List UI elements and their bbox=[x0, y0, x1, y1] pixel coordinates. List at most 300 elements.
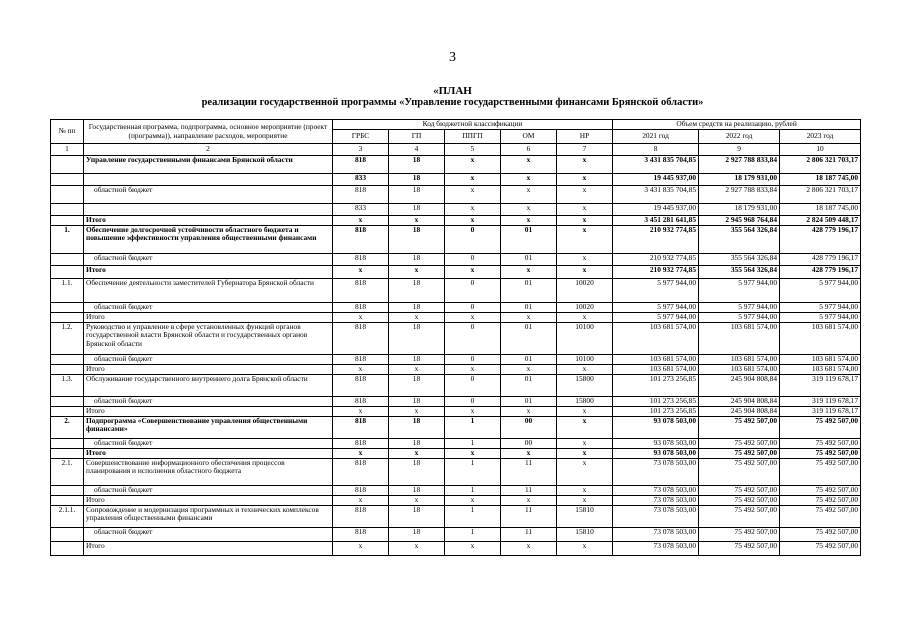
row-number: 2.1.1. bbox=[51, 506, 84, 528]
row-name: областной бюджет bbox=[84, 397, 333, 407]
cell-ppgp: 0 bbox=[445, 226, 501, 254]
page-number: 3 bbox=[449, 50, 456, 65]
cell-np: x bbox=[557, 459, 613, 486]
row-number bbox=[51, 542, 84, 556]
cell-gp: 18 bbox=[389, 204, 445, 216]
row-name: областной бюджет bbox=[84, 486, 333, 496]
cell-2023: 75 492 507,00 bbox=[780, 459, 861, 486]
cell-ppgp: 0 bbox=[445, 323, 501, 355]
row-number bbox=[51, 303, 84, 313]
cell-grbs: 818 bbox=[333, 506, 389, 528]
cell-grbs: 818 bbox=[333, 303, 389, 313]
cell-om: x bbox=[501, 216, 557, 226]
cell-2022: 75 492 507,00 bbox=[699, 528, 780, 542]
table-row bbox=[51, 407, 861, 417]
row-number bbox=[51, 355, 84, 365]
header-num: № пп bbox=[51, 120, 84, 144]
cell-2022: 245 904 808,84 bbox=[699, 397, 780, 407]
cell-grbs: 818 bbox=[333, 254, 389, 266]
cell-2023: 319 119 678,17 bbox=[780, 397, 861, 407]
cell-2022: 103 681 574,00 bbox=[699, 365, 780, 375]
cell-ppgp: x bbox=[445, 266, 501, 279]
table-row bbox=[51, 303, 861, 313]
row-name bbox=[84, 174, 333, 186]
cell-grbs: 818 bbox=[333, 355, 389, 365]
header-2023: 2023 год bbox=[780, 130, 861, 144]
table-row bbox=[51, 156, 861, 174]
cell-np: x bbox=[557, 204, 613, 216]
cell-gp: x bbox=[389, 216, 445, 226]
header-2022: 2022 год bbox=[699, 130, 780, 144]
row-name: Обеспечение долгосрочной устойчивости областного бюджета и повышение эффективности управления общественными финансами bbox=[84, 226, 333, 254]
table-row bbox=[51, 397, 861, 407]
cell-gp: 18 bbox=[389, 417, 445, 439]
cell-ppgp: 0 bbox=[445, 279, 501, 303]
cell-ppgp: x bbox=[445, 216, 501, 226]
index-cell: 6 bbox=[501, 144, 557, 156]
cell-grbs: 818 bbox=[333, 528, 389, 542]
cell-2023: 428 779 196,17 bbox=[780, 226, 861, 254]
cell-om: x bbox=[501, 266, 557, 279]
row-name: Обеспечение деятельности заместителей Губернатора Брянской области bbox=[84, 279, 333, 303]
cell-2023: 5 977 944,00 bbox=[780, 279, 861, 303]
row-number: 1.3. bbox=[51, 375, 84, 397]
cell-2021: 5 977 944,00 bbox=[613, 313, 699, 323]
cell-2022: 18 179 931,00 bbox=[699, 204, 780, 216]
row-number bbox=[51, 449, 84, 459]
cell-ppgp: 0 bbox=[445, 303, 501, 313]
index-cell: 2 bbox=[84, 144, 333, 156]
cell-ppgp: 0 bbox=[445, 355, 501, 365]
row-number bbox=[51, 439, 84, 449]
cell-gp: 18 bbox=[389, 486, 445, 496]
cell-ppgp: 1 bbox=[445, 439, 501, 449]
table-row bbox=[51, 375, 861, 397]
cell-om: 11 bbox=[501, 459, 557, 486]
header-amount-group: Объем средств на реализацию, рублей bbox=[613, 120, 861, 130]
cell-2022: 75 492 507,00 bbox=[699, 439, 780, 449]
cell-ppgp: x bbox=[445, 313, 501, 323]
cell-2023: 75 492 507,00 bbox=[780, 439, 861, 449]
cell-2023: 75 492 507,00 bbox=[780, 486, 861, 496]
column-index-row bbox=[51, 144, 861, 156]
table-row bbox=[51, 216, 861, 226]
cell-om: 00 bbox=[501, 439, 557, 449]
row-name: областной бюджет bbox=[84, 355, 333, 365]
table-row bbox=[51, 226, 861, 254]
row-number bbox=[51, 496, 84, 506]
cell-2023: 2 806 321 703,17 bbox=[780, 186, 861, 204]
cell-om: 00 bbox=[501, 417, 557, 439]
cell-gp: 18 bbox=[389, 279, 445, 303]
cell-gp: x bbox=[389, 407, 445, 417]
cell-ppgp: 1 bbox=[445, 486, 501, 496]
cell-2021: 73 078 503,00 bbox=[613, 496, 699, 506]
cell-2022: 75 492 507,00 bbox=[699, 486, 780, 496]
row-number: 1.2. bbox=[51, 323, 84, 355]
cell-gp: 18 bbox=[389, 439, 445, 449]
cell-2021: 210 932 774,85 bbox=[613, 254, 699, 266]
cell-ppgp: x bbox=[445, 542, 501, 556]
table-body bbox=[51, 156, 861, 556]
cell-2022: 18 179 931,00 bbox=[699, 174, 780, 186]
cell-grbs: 833 bbox=[333, 204, 389, 216]
cell-gp: 18 bbox=[389, 226, 445, 254]
cell-ppgp: 1 bbox=[445, 506, 501, 528]
cell-np: 10020 bbox=[557, 303, 613, 313]
cell-om: 01 bbox=[501, 226, 557, 254]
cell-ppgp: 1 bbox=[445, 459, 501, 486]
cell-2022: 75 492 507,00 bbox=[699, 449, 780, 459]
cell-gp: x bbox=[389, 542, 445, 556]
cell-2021: 3 451 281 641,85 bbox=[613, 216, 699, 226]
cell-2023: 103 681 574,00 bbox=[780, 323, 861, 355]
row-name: Итого bbox=[84, 216, 333, 226]
index-cell: 1 bbox=[51, 144, 84, 156]
header-code-group: Код бюджетной классификации bbox=[333, 120, 613, 130]
cell-grbs: 818 bbox=[333, 226, 389, 254]
cell-np: 15810 bbox=[557, 506, 613, 528]
cell-2021: 103 681 574,00 bbox=[613, 355, 699, 365]
row-name: Совершенствование информационного обеспечения процессов планирования и исполнения областного бюджета bbox=[84, 459, 333, 486]
row-name: Руководство и управление в сфере установленных функций органов государственной власти Брянской области и государственных органов Брянской области bbox=[84, 323, 333, 355]
row-name: Итого bbox=[84, 407, 333, 417]
cell-gp: 18 bbox=[389, 323, 445, 355]
cell-np: x bbox=[557, 486, 613, 496]
row-name: Итого bbox=[84, 449, 333, 459]
row-number bbox=[51, 313, 84, 323]
row-number: 2.1. bbox=[51, 459, 84, 486]
cell-gp: x bbox=[389, 313, 445, 323]
cell-np: x bbox=[557, 174, 613, 186]
cell-2023: 18 187 745,00 bbox=[780, 174, 861, 186]
cell-grbs: 833 bbox=[333, 174, 389, 186]
cell-2021: 19 445 937,00 bbox=[613, 204, 699, 216]
cell-np: x bbox=[557, 254, 613, 266]
table-row bbox=[51, 254, 861, 266]
cell-np: 10100 bbox=[557, 355, 613, 365]
cell-2023: 103 681 574,00 bbox=[780, 355, 861, 365]
cell-ppgp: 0 bbox=[445, 397, 501, 407]
cell-om: 01 bbox=[501, 279, 557, 303]
cell-grbs: 818 bbox=[333, 375, 389, 397]
row-number bbox=[51, 254, 84, 266]
cell-np: x bbox=[557, 417, 613, 439]
cell-2021: 19 445 937,00 bbox=[613, 174, 699, 186]
cell-gp: 18 bbox=[389, 397, 445, 407]
cell-2023: 75 492 507,00 bbox=[780, 542, 861, 556]
cell-2021: 93 078 503,00 bbox=[613, 439, 699, 449]
cell-np: x bbox=[557, 449, 613, 459]
header-grbs: ГРБС bbox=[333, 130, 389, 144]
row-name: Подпрограмма «Совершенствование управления общественными финансами» bbox=[84, 417, 333, 439]
row-name: Итого bbox=[84, 365, 333, 375]
cell-gp: 18 bbox=[389, 186, 445, 204]
table-row bbox=[51, 204, 861, 216]
row-name: Итого bbox=[84, 542, 333, 556]
cell-om: x bbox=[501, 186, 557, 204]
cell-2021: 103 681 574,00 bbox=[613, 323, 699, 355]
cell-2022: 2 927 788 833,84 bbox=[699, 156, 780, 174]
table-row bbox=[51, 186, 861, 204]
document-subtitle: реализации государственной программы «Управление государственными финансами Брянской области» bbox=[201, 97, 704, 108]
cell-np: x bbox=[557, 496, 613, 506]
table-row bbox=[51, 528, 861, 542]
cell-2023: 5 977 944,00 bbox=[780, 313, 861, 323]
row-number: 1.1. bbox=[51, 279, 84, 303]
cell-grbs: 818 bbox=[333, 417, 389, 439]
cell-2022: 103 681 574,00 bbox=[699, 323, 780, 355]
cell-2022: 103 681 574,00 bbox=[699, 355, 780, 365]
table-row bbox=[51, 174, 861, 186]
cell-2021: 93 078 503,00 bbox=[613, 449, 699, 459]
cell-2023: 75 492 507,00 bbox=[780, 506, 861, 528]
cell-2021: 73 078 503,00 bbox=[613, 528, 699, 542]
index-cell: 9 bbox=[699, 144, 780, 156]
index-cell: 4 bbox=[389, 144, 445, 156]
cell-2021: 93 078 503,00 bbox=[613, 417, 699, 439]
row-number bbox=[51, 216, 84, 226]
row-number bbox=[51, 407, 84, 417]
row-number: 1. bbox=[51, 226, 84, 254]
cell-gp: x bbox=[389, 266, 445, 279]
cell-np: x bbox=[557, 542, 613, 556]
cell-om: 01 bbox=[501, 375, 557, 397]
cell-om: x bbox=[501, 449, 557, 459]
cell-2023: 75 492 507,00 bbox=[780, 528, 861, 542]
table-row bbox=[51, 313, 861, 323]
table-row bbox=[51, 439, 861, 449]
cell-om: x bbox=[501, 542, 557, 556]
cell-2022: 245 904 808,84 bbox=[699, 407, 780, 417]
cell-2023: 2 824 509 448,17 bbox=[780, 216, 861, 226]
header-om: ОМ bbox=[501, 130, 557, 144]
cell-ppgp: 1 bbox=[445, 528, 501, 542]
document-title: «ПЛАН bbox=[433, 85, 472, 97]
table-row bbox=[51, 266, 861, 279]
cell-gp: 18 bbox=[389, 254, 445, 266]
cell-2022: 5 977 944,00 bbox=[699, 303, 780, 313]
cell-2021: 3 431 835 704,85 bbox=[613, 186, 699, 204]
cell-om: 01 bbox=[501, 355, 557, 365]
cell-2021: 73 078 503,00 bbox=[613, 506, 699, 528]
table-row bbox=[51, 323, 861, 355]
cell-grbs: x bbox=[333, 496, 389, 506]
cell-gp: 18 bbox=[389, 303, 445, 313]
cell-ppgp: x bbox=[445, 174, 501, 186]
cell-gp: x bbox=[389, 496, 445, 506]
cell-om: x bbox=[501, 407, 557, 417]
row-number bbox=[51, 397, 84, 407]
cell-ppgp: x bbox=[445, 496, 501, 506]
cell-2022: 5 977 944,00 bbox=[699, 313, 780, 323]
index-cell: 7 bbox=[557, 144, 613, 156]
cell-np: x bbox=[557, 156, 613, 174]
cell-ppgp: x bbox=[445, 204, 501, 216]
cell-2023: 75 492 507,00 bbox=[780, 449, 861, 459]
cell-2023: 103 681 574,00 bbox=[780, 365, 861, 375]
budget-plan-table bbox=[50, 119, 861, 556]
cell-grbs: x bbox=[333, 449, 389, 459]
cell-2022: 355 564 326,84 bbox=[699, 254, 780, 266]
row-number bbox=[51, 174, 84, 186]
row-name: Управление государственными финансами Брянской области bbox=[84, 156, 333, 174]
row-number bbox=[51, 365, 84, 375]
cell-np: 15800 bbox=[557, 397, 613, 407]
cell-om: x bbox=[501, 365, 557, 375]
header-ppgp: ППГП bbox=[445, 130, 501, 144]
row-name: Итого bbox=[84, 496, 333, 506]
row-number bbox=[51, 266, 84, 279]
cell-np: x bbox=[557, 407, 613, 417]
header-gp: ГП bbox=[389, 130, 445, 144]
cell-om: 01 bbox=[501, 303, 557, 313]
cell-ppgp: x bbox=[445, 156, 501, 174]
cell-2023: 75 492 507,00 bbox=[780, 417, 861, 439]
cell-grbs: 818 bbox=[333, 486, 389, 496]
cell-2021: 5 977 944,00 bbox=[613, 303, 699, 313]
cell-ppgp: 0 bbox=[445, 254, 501, 266]
cell-gp: x bbox=[389, 365, 445, 375]
table-row bbox=[51, 449, 861, 459]
row-number: 2. bbox=[51, 417, 84, 439]
cell-om: x bbox=[501, 496, 557, 506]
cell-gp: 18 bbox=[389, 355, 445, 365]
cell-2023: 2 806 321 703,17 bbox=[780, 156, 861, 174]
cell-2021: 73 078 503,00 bbox=[613, 459, 699, 486]
cell-ppgp: x bbox=[445, 365, 501, 375]
row-name: Сопровождение и модернизация программных и технических комплексов управления общественными финансами bbox=[84, 506, 333, 528]
cell-om: x bbox=[501, 156, 557, 174]
cell-ppgp: x bbox=[445, 449, 501, 459]
cell-np: 10020 bbox=[557, 279, 613, 303]
index-cell: 3 bbox=[333, 144, 389, 156]
cell-2021: 101 273 256,85 bbox=[613, 375, 699, 397]
cell-grbs: 818 bbox=[333, 459, 389, 486]
cell-om: x bbox=[501, 174, 557, 186]
cell-grbs: x bbox=[333, 216, 389, 226]
index-cell: 5 bbox=[445, 144, 501, 156]
row-name: областной бюджет bbox=[84, 254, 333, 266]
table-row bbox=[51, 279, 861, 303]
table-row bbox=[51, 355, 861, 365]
cell-2022: 5 977 944,00 bbox=[699, 279, 780, 303]
cell-2023: 428 779 196,17 bbox=[780, 254, 861, 266]
cell-np: x bbox=[557, 266, 613, 279]
table-row bbox=[51, 486, 861, 496]
cell-grbs: 818 bbox=[333, 186, 389, 204]
cell-om: 01 bbox=[501, 254, 557, 266]
cell-np: x bbox=[557, 186, 613, 204]
cell-2022: 75 492 507,00 bbox=[699, 417, 780, 439]
row-name: Обслуживание государственного внутреннего долга Брянской области bbox=[84, 375, 333, 397]
cell-gp: 18 bbox=[389, 459, 445, 486]
table-row bbox=[51, 542, 861, 556]
row-name: областной бюджет bbox=[84, 303, 333, 313]
cell-np: x bbox=[557, 365, 613, 375]
cell-2022: 75 492 507,00 bbox=[699, 496, 780, 506]
index-cell: 10 bbox=[780, 144, 861, 156]
cell-om: x bbox=[501, 313, 557, 323]
cell-np: 10100 bbox=[557, 323, 613, 355]
cell-2023: 5 977 944,00 bbox=[780, 303, 861, 313]
cell-2021: 210 932 774,85 bbox=[613, 266, 699, 279]
table-row bbox=[51, 417, 861, 439]
cell-grbs: 818 bbox=[333, 439, 389, 449]
cell-om: 11 bbox=[501, 506, 557, 528]
cell-2021: 3 431 835 704,85 bbox=[613, 156, 699, 174]
row-name bbox=[84, 204, 333, 216]
header-name: Государственная программа, подпрограмма, основное мероприятие (проект (программа)), направление расходов, мероприятие bbox=[84, 120, 333, 144]
cell-om: x bbox=[501, 204, 557, 216]
cell-ppgp: 1 bbox=[445, 417, 501, 439]
cell-2022: 75 492 507,00 bbox=[699, 459, 780, 486]
cell-ppgp: x bbox=[445, 186, 501, 204]
cell-om: 01 bbox=[501, 323, 557, 355]
cell-np: x bbox=[557, 313, 613, 323]
row-name: областной бюджет bbox=[84, 439, 333, 449]
row-name: областной бюджет bbox=[84, 528, 333, 542]
cell-gp: x bbox=[389, 449, 445, 459]
cell-2022: 75 492 507,00 bbox=[699, 542, 780, 556]
cell-np: 15810 bbox=[557, 528, 613, 542]
cell-grbs: 818 bbox=[333, 156, 389, 174]
cell-2023: 75 492 507,00 bbox=[780, 496, 861, 506]
cell-np: x bbox=[557, 216, 613, 226]
cell-grbs: x bbox=[333, 313, 389, 323]
cell-2021: 73 078 503,00 bbox=[613, 542, 699, 556]
cell-2022: 2 945 968 764,84 bbox=[699, 216, 780, 226]
cell-2022: 2 927 788 833,84 bbox=[699, 186, 780, 204]
row-name: областной бюджет bbox=[84, 186, 333, 204]
cell-2021: 101 273 256,85 bbox=[613, 397, 699, 407]
cell-np: x bbox=[557, 439, 613, 449]
table-row bbox=[51, 365, 861, 375]
cell-2021: 73 078 503,00 bbox=[613, 486, 699, 496]
cell-2022: 355 564 326,84 bbox=[699, 226, 780, 254]
cell-grbs: x bbox=[333, 407, 389, 417]
cell-om: 01 bbox=[501, 397, 557, 407]
cell-om: 11 bbox=[501, 528, 557, 542]
cell-gp: 18 bbox=[389, 375, 445, 397]
header-2021: 2021 год bbox=[613, 130, 699, 144]
row-number bbox=[51, 156, 84, 174]
cell-gp: 18 bbox=[389, 506, 445, 528]
row-name: Итого bbox=[84, 313, 333, 323]
table-row bbox=[51, 459, 861, 486]
cell-grbs: 818 bbox=[333, 397, 389, 407]
table-row bbox=[51, 506, 861, 528]
cell-gp: 18 bbox=[389, 528, 445, 542]
cell-grbs: 818 bbox=[333, 279, 389, 303]
cell-gp: 18 bbox=[389, 174, 445, 186]
cell-om: 11 bbox=[501, 486, 557, 496]
cell-2022: 245 904 808,84 bbox=[699, 375, 780, 397]
index-cell: 8 bbox=[613, 144, 699, 156]
row-number bbox=[51, 186, 84, 204]
cell-2022: 75 492 507,00 bbox=[699, 506, 780, 528]
cell-2021: 103 681 574,00 bbox=[613, 365, 699, 375]
cell-grbs: x bbox=[333, 542, 389, 556]
cell-2021: 210 932 774,85 bbox=[613, 226, 699, 254]
cell-2023: 319 119 678,17 bbox=[780, 407, 861, 417]
cell-ppgp: x bbox=[445, 407, 501, 417]
row-name: Итого bbox=[84, 266, 333, 279]
cell-2023: 319 119 678,17 bbox=[780, 375, 861, 397]
cell-2021: 101 273 256,85 bbox=[613, 407, 699, 417]
cell-2023: 18 187 745,00 bbox=[780, 204, 861, 216]
header-np: НР bbox=[557, 130, 613, 144]
